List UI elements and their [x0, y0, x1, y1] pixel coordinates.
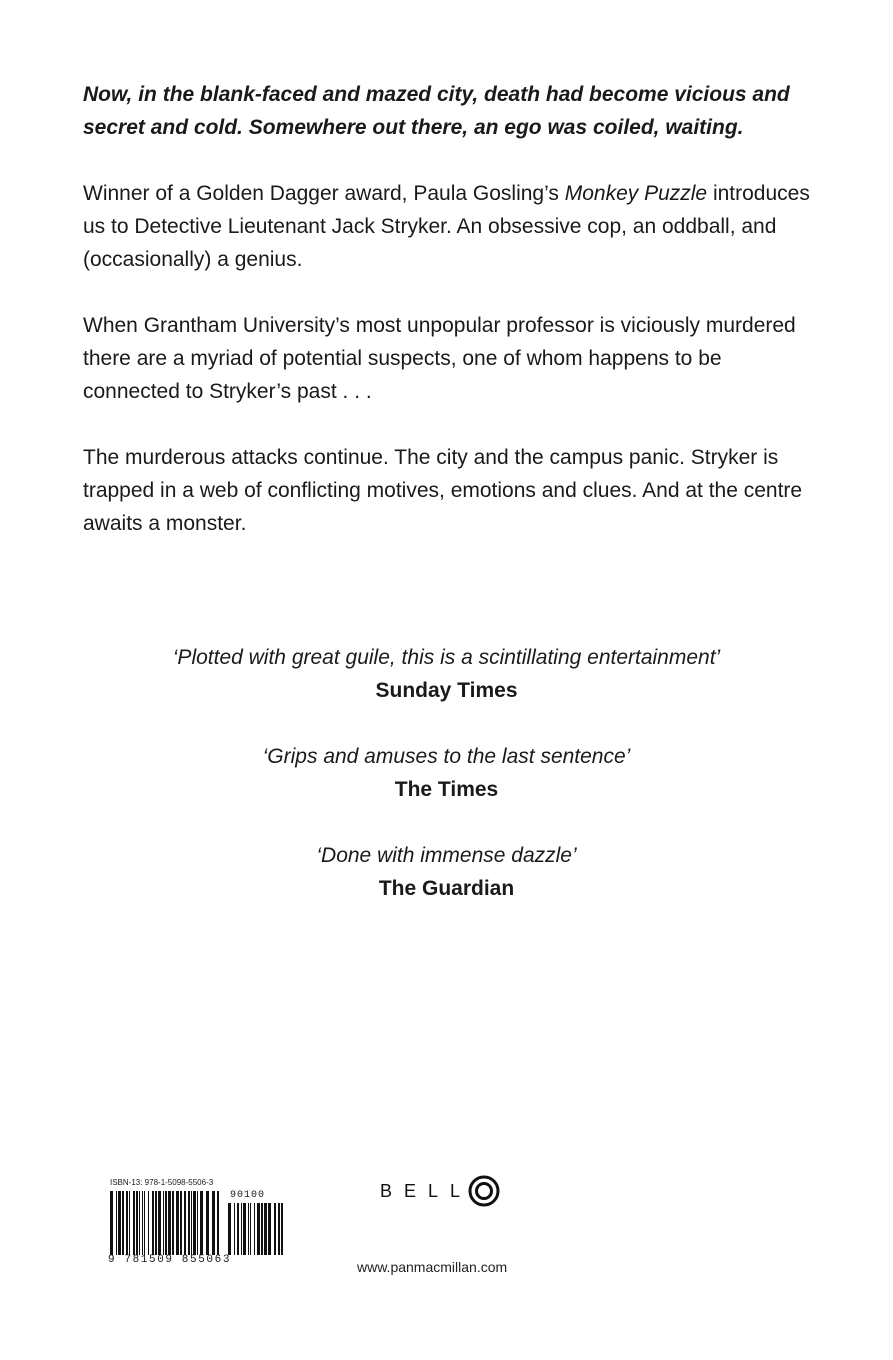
isbn-barcode [108, 1178, 288, 1268]
blurb-paragraph-1-intro: Winner of a Golden Dagger award, Paula Gosling’s [83, 182, 565, 205]
book-title: Monkey Puzzle [564, 182, 708, 205]
review-quote-source: The Guardian [378, 877, 515, 900]
blurb-section [83, 78, 813, 573]
blurb-paragraph-1-rest: introduces us to Detective Lieutenant Jack Stryker. An obsessive cop, an oddball, and (occasionally) a genius. [83, 182, 810, 271]
review-quote-source: Sunday Times [375, 679, 518, 702]
publisher-logo-text: BELL [380, 1180, 473, 1201]
publisher-logo [380, 1173, 500, 1209]
barcode-bars-icon [108, 1189, 288, 1255]
review-quote-text: ‘Done with immense dazzle’ [316, 844, 577, 867]
price-addon-code: 90100 [230, 1190, 266, 1201]
isbn-label: ISBN-13: 978-1-5098-5506-3 [110, 1178, 214, 1187]
review-quote-text: ‘Grips and amuses to the last sentence’ [262, 745, 631, 768]
bell-ring-icon [468, 1175, 500, 1207]
blurb-paragraph-2: When Grantham University’s most unpopular professor is viciously murdered there are a myriad of potential suspects, one of whom happens to be connected to Stryker’s past . . . [83, 314, 796, 403]
tagline: Now, in the blank-faced and mazed city, death had become vicious and secret and cold. Somewhere out there, an ego was coiled, waiting. [83, 83, 790, 139]
review-quote [0, 641, 893, 707]
blurb-paragraph-1 [83, 177, 813, 276]
review-quote [0, 839, 893, 905]
review-quote [0, 740, 893, 806]
ean-digits: 9 781509 855063 [108, 1254, 232, 1266]
blurb-paragraph-3: The murderous attacks continue. The city and the campus panic. Stryker is trapped in a web of conflicting motives, emotions and clues. And at the centre awaits a monster. [83, 446, 803, 535]
review-quote-source: The Times [394, 778, 499, 801]
review-quotes [0, 641, 893, 938]
publisher-website: www.panmacmillan.com [357, 1259, 508, 1275]
review-quote-text: ‘Plotted with great guile, this is a scintillating entertainment’ [172, 646, 721, 669]
